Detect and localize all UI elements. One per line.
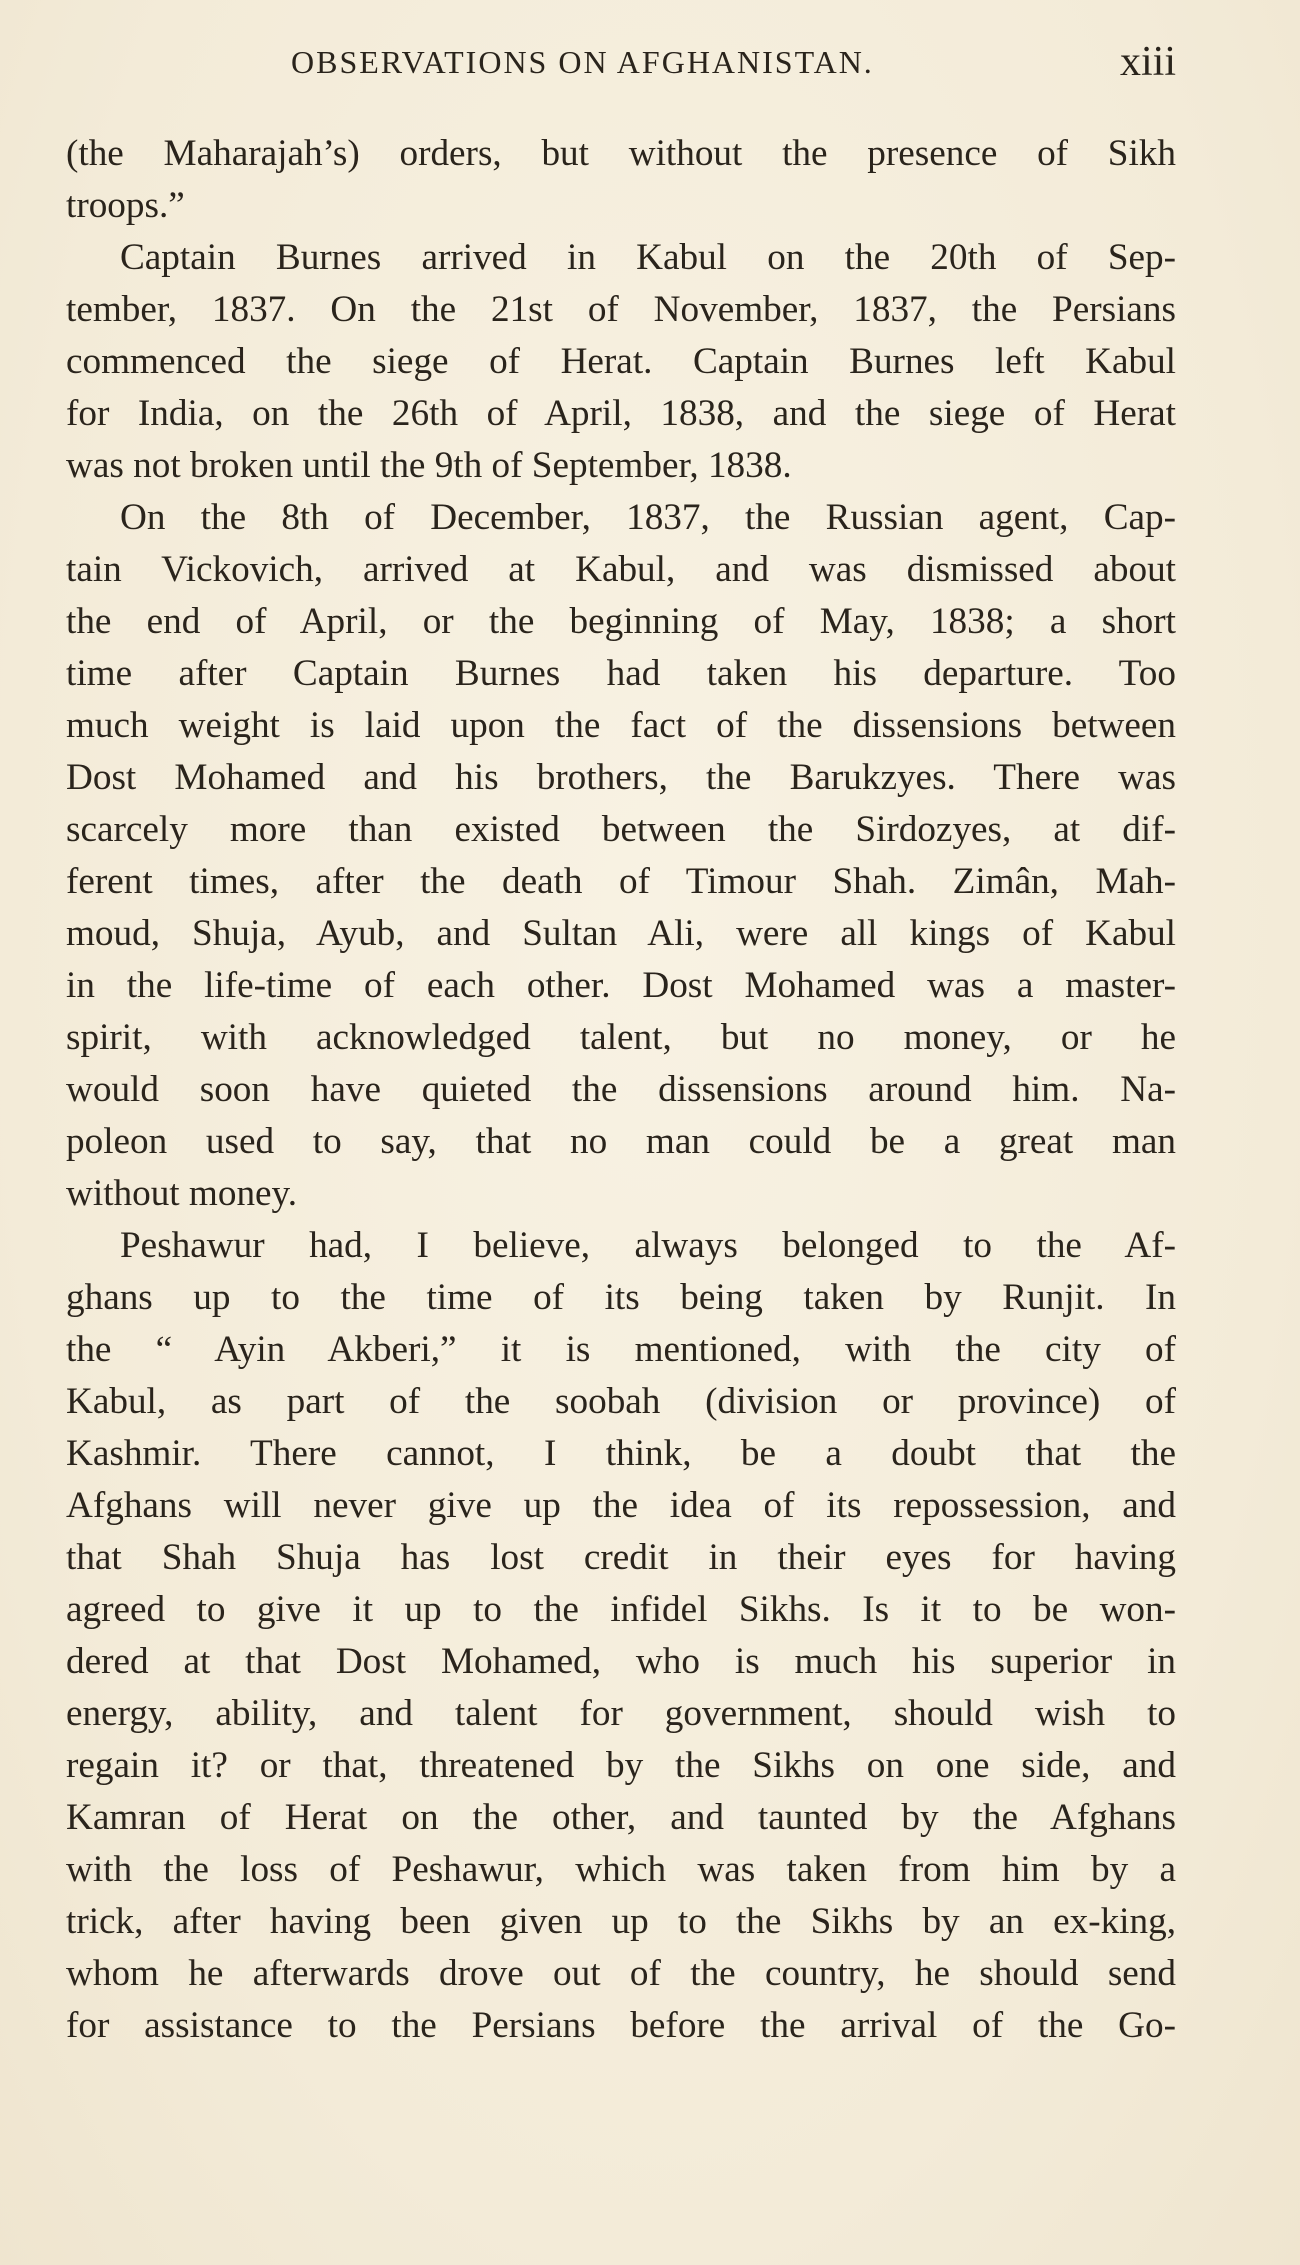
text-line: Kashmir. There cannot, I think, be a doubt that the — [66, 1433, 1176, 1474]
text-line: Kabul, as part of the soobah (division or province) of — [66, 1381, 1176, 1422]
text-line: poleon used to say, that no man could be a great man — [66, 1121, 1176, 1162]
text-line: the “ Ayin Akberi,” it is mentioned, with the city of — [66, 1329, 1176, 1370]
text-line: Captain Burnes arrived in Kabul on the 20th of Sep- — [120, 237, 1176, 278]
text-line: that Shah Shuja has lost credit in their eyes for having — [66, 1537, 1176, 1578]
text-line: much weight is laid upon the fact of the dissensions between — [66, 705, 1176, 746]
text-line: spirit, with acknowledged talent, but no money, or he — [66, 1017, 1176, 1058]
text-line: energy, ability, and talent for government, should wish to — [66, 1693, 1176, 1734]
text-line: would soon have quieted the dissensions around him. Na- — [66, 1069, 1176, 1110]
text-line: moud, Shuja, Ayub, and Sultan Ali, were all kings of Kabul — [66, 913, 1176, 954]
text-line: with the loss of Peshawur, which was taken from him by a — [66, 1849, 1176, 1890]
text-line: Dost Mohamed and his brothers, the Barukzyes. There was — [66, 757, 1176, 798]
body-text — [66, 128, 1176, 2052]
text-line: dered at that Dost Mohamed, who is much his superior in — [66, 1641, 1176, 1682]
text-line: without money. — [66, 1173, 298, 1214]
text-line: Afghans will never give up the idea of its repossession, and — [66, 1485, 1176, 1526]
running-head: OBSERVATIONS ON AFGHANISTAN. — [291, 44, 874, 80]
text-line: tain Vickovich, arrived at Kabul, and was dismissed about — [66, 549, 1176, 590]
text-line: On the 8th of December, 1837, the Russian agent, Cap- — [120, 497, 1176, 538]
text-line: (the Maharajah’s) orders, but without the presence of Sikh — [66, 133, 1176, 174]
text-line: in the life-time of each other. Dost Mohamed was a master- — [66, 965, 1176, 1006]
text-line: regain it? or that, threatened by the Sikhs on one side, and — [66, 1745, 1176, 1786]
text-line: scarcely more than existed between the Sirdozyes, at dif- — [66, 809, 1176, 850]
text-line: ghans up to the time of its being taken by Runjit. In — [66, 1277, 1176, 1318]
text-line: the end of April, or the beginning of May, 1838; a short — [66, 601, 1176, 642]
text-line: for assistance to the Persians before the arrival of the Go- — [66, 2005, 1176, 2046]
text-line: troops.” — [66, 185, 185, 226]
text-line: commenced the siege of Herat. Captain Burnes left Kabul — [66, 341, 1176, 382]
page-header — [66, 38, 1176, 88]
text-line: for India, on the 26th of April, 1838, and the siege of Herat — [66, 393, 1176, 434]
text-line: agreed to give it up to the infidel Sikhs. Is it to be won- — [66, 1589, 1176, 1630]
text-line: whom he afterwards drove out of the country, he should send — [66, 1953, 1176, 1994]
text-line: Peshawur had, I believe, always belonged to the Af- — [120, 1225, 1176, 1266]
text-line: Kamran of Herat on the other, and taunted by the Afghans — [66, 1797, 1176, 1838]
text-line: tember, 1837. On the 21st of November, 1837, the Persians — [66, 289, 1176, 330]
text-line: trick, after having been given up to the Sikhs by an ex-king, — [66, 1901, 1176, 1942]
page-number: xiii — [1119, 39, 1176, 85]
text-line: ferent times, after the death of Timour Shah. Zimân, Mah- — [66, 861, 1176, 902]
text-line: time after Captain Burnes had taken his departure. Too — [66, 653, 1176, 694]
text-line: was not broken until the 9th of September, 1838. — [66, 445, 792, 486]
